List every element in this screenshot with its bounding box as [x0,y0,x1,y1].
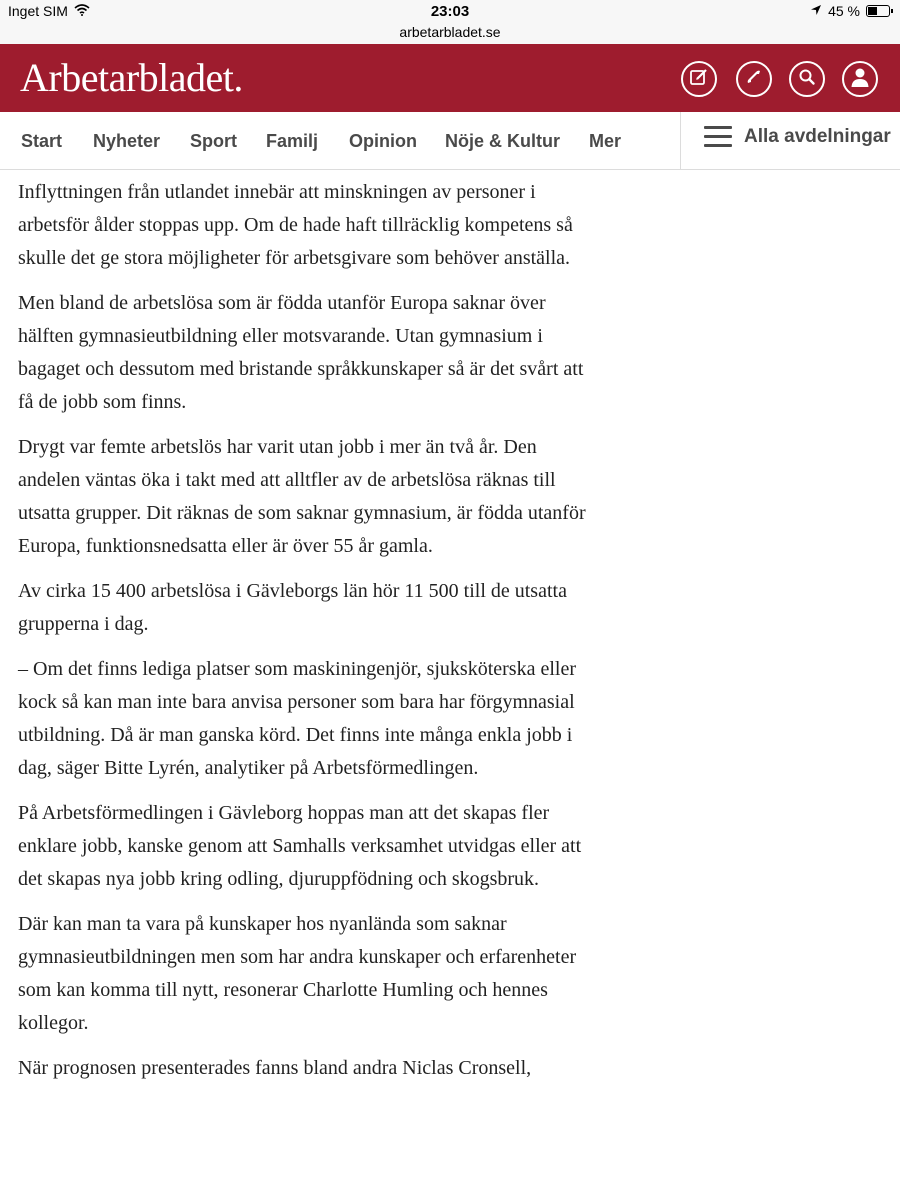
status-right [810,3,890,19]
battery-percent: 45 % [828,3,860,19]
article-body [18,176,598,1097]
phone-icon [744,67,764,92]
main-nav [0,112,900,170]
edit-icon [689,67,709,92]
nav-item-start[interactable]: Start [21,131,63,151]
article-paragraph: Men bland de arbetslösa som är födda utanför Europa saknar över hälften gymnasieutbildning eller motsvarande. Utan gymnasium i bagaget och dessutom med bristande språkkunskaper så är det svårt att få de jobb som finns. [18,292,584,413]
article-paragraph: När prognosen presenterades fanns bland andra Niclas Cronsell, [18,1057,532,1079]
nav-item-familj[interactable]: Familj [266,131,319,151]
nav-item-sport[interactable]: Sport [190,131,237,151]
nav-item-mer[interactable]: Mer [589,131,622,151]
site-logo[interactable]: Arbetarbladet. [20,55,243,100]
location-arrow-icon [810,3,822,19]
article-paragraph: Drygt var femte arbetslös har varit utan jobb i mer än två år. Den andelen väntas öka i takt med att alltfler av de arbetslösa räknas till utsatta grupper. Dit räknas de som saknar gymnasium, är födda utanför Europa, funktionsnedsatta eller är över 55 år gamla. [18,436,586,557]
edit-button[interactable] [681,61,717,97]
battery-level [868,7,877,15]
search-icon [797,67,817,92]
hamburger-line [704,135,732,138]
article-paragraph: På Arbetsförmedlingen i Gävleborg hoppas man att det skapas fler enklare jobb, kanske genom att Samhalls verksamhet utvidgas eller att det skapas nya jobb kring odling, djuruppfödning och skogsbruk. [18,802,582,890]
article-paragraph: Av cirka 15 400 arbetslösa i Gävleborgs län hör 11 500 till de utsatta grupperna i dag. [18,580,567,635]
nav-item-opinion[interactable]: Opinion [349,131,417,151]
search-button[interactable] [789,61,825,97]
hamburger-line [704,126,732,129]
article-paragraph: Inflyttningen från utlandet innebär att minskningen av personer i arbetsför ålder stoppas upp. Om de hade haft tillräcklig kompetens så skulle det ge stora möjligheter för arbetsgivare som behöver anställa. [18,181,573,269]
article-paragraph: Där kan man ta vara på kunskaper hos nyanlända som saknar gymnasieutbildningen men som har andra kunskaper och erfarenheter som kan komma till nytt, resonerar Charlotte Humling och hennes kollegor. [18,913,577,1034]
phone-button[interactable] [736,61,772,97]
hamburger-icon [704,126,732,148]
status-bar [0,0,900,24]
user-button[interactable] [842,61,878,97]
all-sections-label: Alla avdelningar [744,126,891,147]
all-sections-button[interactable] [704,126,891,148]
nav-item-nyheter[interactable]: Nyheter [93,131,161,151]
nav-divider [680,112,681,170]
site-header [0,44,900,112]
clock: 23:03 [430,3,470,20]
user-icon [849,66,871,93]
nav-item-noje-kultur[interactable]: Nöje & Kultur [445,131,560,151]
carrier-label: Inget SIM [8,3,68,19]
article-paragraph: – Om det finns lediga platser som maskiningenjör, sjuksköterska eller kock så kan man inte bara anvisa personer som bara har förgymnasial utbildning. Då är man ganska körd. Det finns inte många enkla jobb i dag, säger Bitte Lyrén, analytiker på Arbetsförmedlingen. [18,658,576,779]
battery-icon [866,5,890,17]
url-bar[interactable]: arbetarbladet.se [0,24,900,44]
hamburger-line [704,144,732,147]
